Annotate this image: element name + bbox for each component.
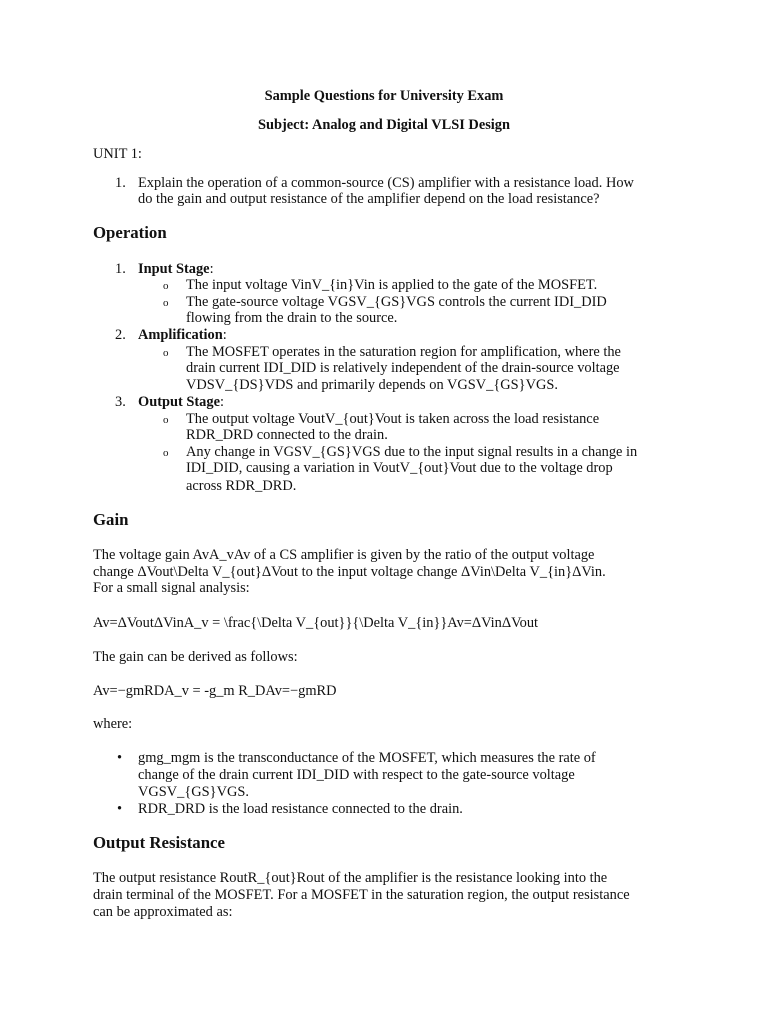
circle-bullet: o: [163, 414, 169, 426]
gain-bullet-line: change of the drain current IDI_DID with respect to the gate-source voltage: [138, 767, 575, 783]
circle-bullet: o: [163, 447, 169, 459]
heading-operation: Operation: [93, 223, 167, 242]
heading-gain: Gain: [93, 510, 129, 529]
operation-bullet-line: Any change in VGSV_{GS}VGS due to the input signal results in a change in: [186, 444, 638, 460]
operation-item-1-number: 1.: [115, 261, 126, 277]
gain-formula: Av=−gmRDA_v = -g_m R_DAv=−gmRD: [93, 683, 337, 699]
operation-bullet-line: The output voltage VoutV_{out}Vout is taken across the load resistance: [186, 411, 600, 427]
operation-item-2-title: Amplification:: [138, 327, 227, 343]
gain-bullet-line: RDR_DRD is the load resistance connected to the drain.: [138, 801, 463, 817]
operation-bullet-line: The MOSFET operates in the saturation region for amplification, where the: [186, 344, 621, 360]
question-line-2: do the gain and output resistance of the amplifier depend on the load resistance?: [138, 191, 600, 207]
unit-label: UNIT 1:: [93, 146, 142, 162]
gain-paragraph-line: For a small signal analysis:: [93, 580, 250, 596]
operation-bullet-line: The gate-source voltage VGSV_{GS}VGS controls the current IDI_DID: [186, 294, 607, 310]
gain-bullet-line: VGSV_{GS}VGS.: [138, 784, 249, 800]
gain-paragraph-line: The voltage gain AvA_vAv of a CS amplifier is given by the ratio of the output voltage: [93, 547, 595, 563]
gain-paragraph-line: change ΔVout\Delta V_{out}ΔVout to the input voltage change ΔVin\Delta V_{in}ΔVin.: [93, 564, 606, 580]
output-resistance-line: The output resistance RoutR_{out}Rout of the amplifier is the resistance looking into the: [93, 870, 608, 886]
operation-bullet-line: flowing from the drain to the source.: [186, 310, 398, 326]
gain-equation: Av=ΔVoutΔVinA_v = \frac{\Delta V_{out}}{\Delta V_{in}}Av=ΔVinΔVout: [93, 615, 539, 631]
bullet-dot: •: [117, 801, 123, 817]
operation-bullet-line: IDI_DID, causing a variation in VoutV_{out}Vout due to the voltage drop: [186, 460, 613, 476]
question-number: 1.: [115, 175, 126, 191]
circle-bullet: o: [163, 347, 169, 359]
operation-bullet-line: across RDR_DRD.: [186, 478, 297, 494]
where-label: where:: [93, 716, 133, 732]
output-resistance-line: can be approximated as:: [93, 904, 233, 920]
circle-bullet: o: [163, 297, 169, 309]
heading-output-resistance: Output Resistance: [93, 833, 225, 852]
output-resistance-line: drain terminal of the MOSFET. For a MOSFET in the saturation region, the output resistance: [93, 887, 630, 903]
document-subject: Subject: Analog and Digital VLSI Design: [257, 117, 511, 133]
operation-bullet-line: RDR_DRD connected to the drain.: [186, 427, 388, 443]
operation-item-1-title: Input Stage:: [138, 261, 214, 277]
operation-bullet-line: VDSV_{DS}VDS and primarily depends on VGSV_{GS}VGS.: [186, 377, 558, 393]
document-title: Sample Questions for University Exam: [264, 88, 504, 104]
gain-derivation-text: The gain can be derived as follows:: [93, 649, 298, 665]
operation-bullet-line: The input voltage VinV_{in}Vin is applied to the gate of the MOSFET.: [186, 277, 598, 293]
operation-item-2-number: 2.: [115, 327, 126, 343]
operation-bullet-line: drain current IDI_DID is relatively independent of the drain-source voltage: [186, 360, 620, 376]
circle-bullet: o: [163, 280, 169, 292]
gain-bullet-line: gmg_mgm is the transconductance of the MOSFET, which measures the rate of: [138, 750, 596, 766]
bullet-dot: •: [117, 750, 123, 766]
question-line-1: Explain the operation of a common-source (CS) amplifier with a resistance load. How: [138, 175, 634, 191]
operation-item-3-number: 3.: [115, 394, 126, 410]
operation-item-3-title: Output Stage:: [138, 394, 224, 410]
